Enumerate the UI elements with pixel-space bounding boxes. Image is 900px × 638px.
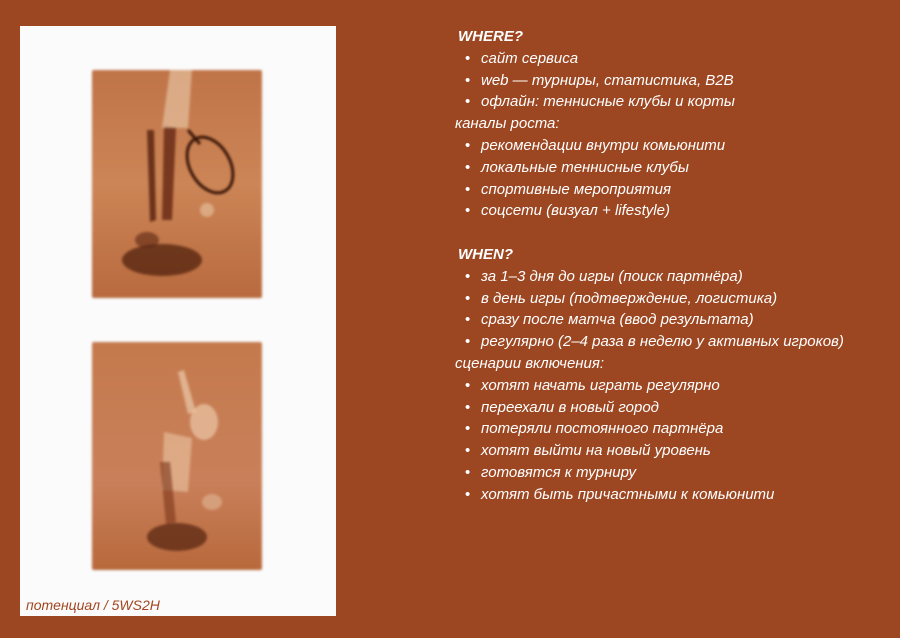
list-item: • офлайн: теннисные клубы и корты (455, 91, 875, 113)
list-item: • рекомендации внутри комьюнити (455, 135, 875, 157)
where-heading: WHERE? (458, 28, 523, 45)
list-item: • сайт сервиса (455, 48, 875, 70)
list-item: • потеряли постоянного партнёра (455, 418, 875, 440)
list-item: • готовятся к турниру (455, 462, 875, 484)
where-list (455, 48, 875, 113)
list-item: • регулярно (2–4 раза в неделю у активных игроков) (455, 331, 875, 353)
list-item: • хотят выйти на новый уровень (455, 440, 875, 462)
when-heading: WHEN? (458, 245, 513, 263)
list-item: • хотят начать играть регулярно (455, 375, 875, 397)
list-item: • соцсети (визуал + lifestyle) (455, 200, 875, 222)
slide-caption: потенциал / 5WS2H (26, 597, 160, 613)
photo-panel (20, 26, 336, 616)
scenarios-list (455, 375, 875, 506)
spacer (455, 222, 875, 244)
when-list (455, 266, 875, 353)
list-item: • сразу после матча (ввод результата) (455, 309, 875, 331)
list-item: • хотят быть причастными к комьюнити (455, 484, 875, 506)
tennis-photo-racket (92, 70, 262, 298)
growth-channels-list (455, 135, 875, 222)
list-item: • в день игры (подтверждение, логистика) (455, 288, 875, 310)
tennis-photo-serve (92, 342, 262, 570)
list-item: • переехали в новый город (455, 397, 875, 419)
list-item: • за 1–3 дня до игры (поиск партнёра) (455, 266, 875, 288)
content-text (455, 26, 875, 506)
list-item: • локальные теннисные клубы (455, 157, 875, 179)
list-item: • web — турниры, статистика, B2B (455, 70, 875, 92)
list-item: • спортивные мероприятия (455, 179, 875, 201)
scenarios-heading: сценарии включения: (455, 354, 605, 372)
growth-channels-heading: каналы роста: (455, 115, 560, 133)
